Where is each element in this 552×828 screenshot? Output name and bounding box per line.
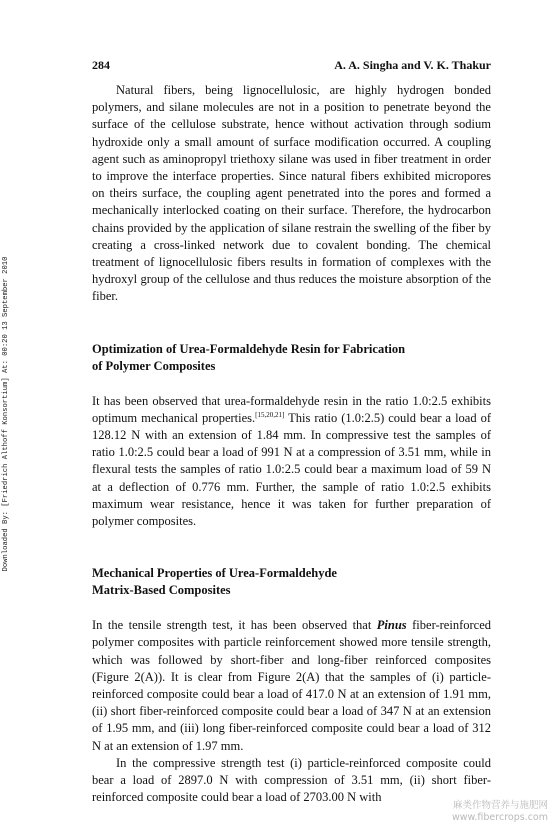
download-stamp <box>0 0 12 828</box>
watermark-line: 麻类作物营养与施肥网 <box>452 800 548 811</box>
section-heading-line: Matrix-Based Composites <box>92 583 231 598</box>
paragraph-text: It has been observed that urea-formaldehyde resin in the ratio 1.0:2.5 exhibits optimum mechanical properties. <box>92 393 491 425</box>
watermark-line: www.fibercrops.com <box>451 812 548 823</box>
citation-reference: [15,20,21] <box>255 410 285 419</box>
species-name: Pinus <box>376 618 407 633</box>
download-stamp-text: Downloaded By: [Friedrich Althoff Konsortium] At: 00:20 13 September 2010 <box>2 256 10 572</box>
paragraph-text: fiber-reinforced polymer composites with particle reinforcement showed more tensile strength, which was followed by short-fiber and long-fiber reinforced composites (Figure 2(A)). It is clear from Figure 2(A) that the samples of (i) particle-reinforced composite could bear a load of 417.0 N at an extension of 1.91 mm, (ii) short fiber-reinforced composite could bear a load of 347 N at an extension of 1.95 mm, and (iii) long fiber-reinforced composite could bear a load of 312 N at an extension of 1.97 mm. <box>92 618 491 753</box>
section-heading-line: Optimization of Urea-Formaldehyde Resin for Fabrication <box>92 341 406 356</box>
section-heading-optimization <box>92 341 491 375</box>
section-heading-line: Mechanical Properties of Urea-Formaldehyde <box>92 566 337 581</box>
section-heading-mechanical <box>92 565 491 599</box>
paragraph-text: In the tensile strength test, it has been observed that <box>92 618 377 633</box>
paragraph-text: This ratio (1.0:2.5) could bear a load of 128.12 N with an extension of 1.84 mm. In compressive test the samples of ratio 1.0:2.5 could bear a load of 991 N at a compression of 3.51 mm, while in flexural tests the samples of ratio 1.0:2.5 could bear a maximum load of 59 N at a deflection of 0.776 mm. Further, the sample of ratio 1.0:2.5 exhibits maximum wear resistance, hence it was taken for further preparation of polymer composites. <box>92 410 491 529</box>
page-number: 284 <box>92 58 110 72</box>
paragraph-compressive: In the compressive strength test (i) particle-reinforced composite could bear a load of 2897.0 N with compression of 3.51 mm, (ii) short fiber-reinforced composite could bear a load of 2703.00 N with <box>92 755 491 805</box>
site-watermark <box>452 800 548 824</box>
running-header-authors: A. A. Singha and V. K. Thakur <box>334 58 491 72</box>
section-heading-line: of Polymer Composites <box>92 358 216 373</box>
paragraph-tensile <box>92 617 491 755</box>
paragraph-silane: Natural fibers, being lignocellulosic, are highly hydrogen bonded polymers, and silane molecules are not in a position to penetrate beyond the surface of the cellulose substrate, hence without activation through sodium hydroxide only a small amount of surface modification occurred. A coupling agent such as aminopropyl triethoxy silane was used in fiber treatment in order to improve the interface properties. Since natural fibers exhibited micropores on theirs surface, the coupling agent penetrated into the pores and formed a mechanically interlocked coating on their surface. Therefore, the hydrocarbon chains provided by the application of silane restrain the swelling of the fiber by creating a cross-linked network due to covalent bonding. The chemical treatment of lignocellulosic fibers results in formation of complexes with the hydroxyl group of the cellulose and thus reduces the moisture absorption of the fiber. <box>92 83 491 304</box>
article-body <box>92 82 491 807</box>
paragraph-resin-ratio <box>92 393 491 531</box>
